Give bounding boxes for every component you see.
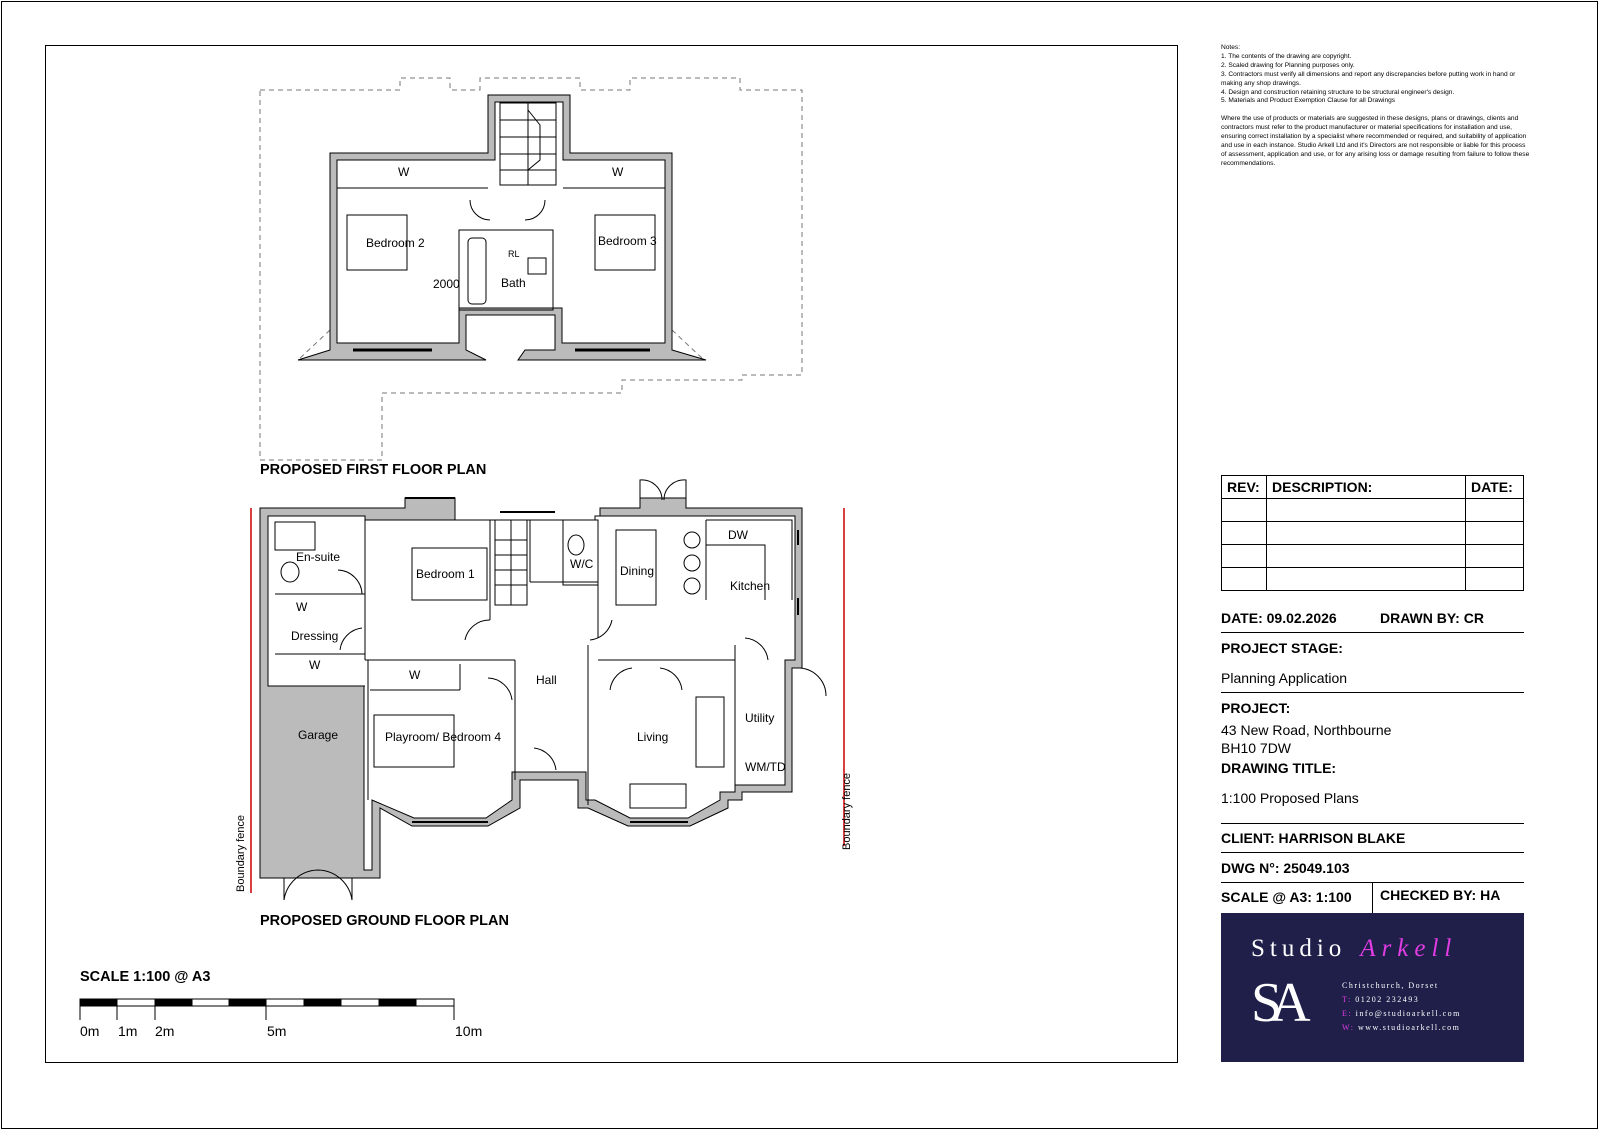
table-row (1222, 499, 1524, 522)
label-wm-td: WM/TD (745, 760, 786, 774)
drawn-by: DRAWN BY: CR (1380, 610, 1484, 626)
scale-tick-1m: 1m (118, 1023, 138, 1039)
label-hall: Hall (536, 673, 557, 687)
scale-bar (80, 999, 454, 1020)
label-utility: Utility (745, 711, 775, 725)
label-dw: DW (728, 528, 748, 542)
logo-email: info@studioarkell.com (1355, 1009, 1461, 1018)
logo-email-row: E: info@studioarkell.com (1342, 1009, 1461, 1018)
logo-contact-info (1342, 979, 1461, 1035)
logo-web-row: W: www.studioarkell.com (1342, 1023, 1461, 1032)
logo-arkell-text: Arkell (1360, 935, 1458, 962)
note-item: 2. Scaled drawing for Planning purposes only. (1221, 61, 1355, 69)
label-bedroom-2: Bedroom 2 (366, 236, 425, 250)
label-bedroom-3: Bedroom 3 (598, 234, 657, 248)
studio-logo-panel (1221, 913, 1524, 1062)
label-playroom-bedroom-4: Playroom/ Bedroom 4 (385, 730, 502, 744)
client-name: CLIENT: HARRISON BLAKE (1221, 830, 1406, 846)
label-boundary-fence-left: Boundary fence (235, 814, 247, 892)
drawing-number: DWG N°: 25049.103 (1221, 860, 1350, 876)
table-row (1222, 545, 1524, 568)
label-ensuite: En-suite (296, 550, 341, 564)
label-rl: RL (508, 249, 520, 259)
project-address-line-1: 43 New Road, Northbourne (1221, 722, 1392, 738)
label-boundary-fence-right: Boundary fence (841, 772, 853, 850)
rev-header: REV: (1222, 476, 1267, 499)
ground-floor-title: PROPOSED GROUND FLOOR PLAN (260, 913, 509, 929)
notes-heading: Notes: (1221, 44, 1241, 51)
project-address-line-2: BH10 7DW (1221, 740, 1292, 756)
label-wc: W/C (570, 557, 594, 571)
label-dressing: Dressing (291, 629, 339, 643)
revisions-table (1221, 475, 1524, 591)
table-row (1222, 568, 1524, 591)
ground-floor-plan (260, 480, 826, 900)
drawing-date: DATE: 09.02.2026 (1221, 610, 1337, 626)
scale-tick-0m: 0m (80, 1023, 100, 1039)
label-wardrobe-bedroom3: W (612, 165, 624, 179)
logo-phone: 01202 232493 (1355, 995, 1420, 1004)
divider (1221, 692, 1524, 693)
drawing-scale: SCALE @ A3: 1:100 (1221, 889, 1352, 905)
project-label: PROJECT: (1221, 700, 1291, 716)
note-item: 5. Materials and Product Exemption Clause for all Drawings (1221, 97, 1396, 105)
logo-phone-row: T: 01202 232493 (1342, 995, 1420, 1004)
project-stage-value: Planning Application (1221, 670, 1348, 686)
scale-tick-10m: 10m (455, 1023, 483, 1039)
revisions-header-row (1222, 476, 1524, 499)
logo-wordmark (1251, 935, 1457, 963)
checked-by: CHECKED BY: HA (1380, 887, 1501, 903)
label-bath: Bath (501, 276, 526, 290)
table-row (1222, 522, 1524, 545)
drawing-notes (1221, 44, 1531, 169)
divider (1372, 882, 1373, 913)
first-floor-title: PROPOSED FIRST FLOOR PLAN (260, 462, 487, 478)
label-dining: Dining (620, 564, 655, 578)
date-header: DATE: (1466, 476, 1524, 499)
label-wardrobe-lower: W (309, 658, 321, 672)
scale-title: SCALE 1:100 @ A3 (80, 969, 211, 985)
first-floor-plan (260, 78, 802, 460)
label-dimension-2000: 2000 (433, 277, 460, 291)
notes-disclaimer: Where the use of products or materials are suggested in these designs, plans or drawings, clients and contractors must refer to the product manufacturer or material specifications for installation and use, ensuring correct installation by a specialist where recommended or required, and suitability of application and use in each instance. Studio Arkell Ltd and it's Directors are not responsible or liable for this process of assessment, application and use, or for any arising loss or damage resulting from failure to follow these recommendations. (1221, 115, 1530, 167)
drawing-title-value: 1:100 Proposed Plans (1221, 790, 1359, 806)
logo-monogram: SA (1251, 972, 1299, 1034)
label-living: Living (637, 730, 669, 744)
label-wardrobe-dressing: W (296, 600, 308, 614)
divider (1221, 852, 1524, 853)
scale-tick-2m: 2m (155, 1023, 175, 1039)
label-kitchen: Kitchen (730, 579, 771, 593)
project-stage-label: PROJECT STAGE: (1221, 640, 1343, 656)
note-item: 4. Design and construction retaining structure to be structural engineer's design. (1221, 88, 1455, 96)
scale-tick-5m: 5m (267, 1023, 287, 1039)
logo-location: Christchurch, Dorset (1342, 981, 1439, 990)
logo-studio-text: Studio (1251, 935, 1347, 962)
label-wardrobe-playroom: W (409, 668, 421, 682)
label-wardrobe-bedroom2: W (398, 165, 410, 179)
description-header: DESCRIPTION: (1267, 476, 1466, 499)
note-item: 1. The contents of the drawing are copyright. (1221, 52, 1352, 60)
logo-web: www.studioarkell.com (1357, 1023, 1461, 1032)
divider (1221, 632, 1524, 633)
label-bedroom-1: Bedroom 1 (416, 567, 475, 581)
divider (1221, 823, 1524, 824)
note-item: 3. Contractors must verify all dimensions and report any discrepancies before putting work in hand or making any shop drawings. (1221, 70, 1516, 87)
drawing-title-label: DRAWING TITLE: (1221, 760, 1337, 776)
label-garage: Garage (298, 728, 339, 742)
